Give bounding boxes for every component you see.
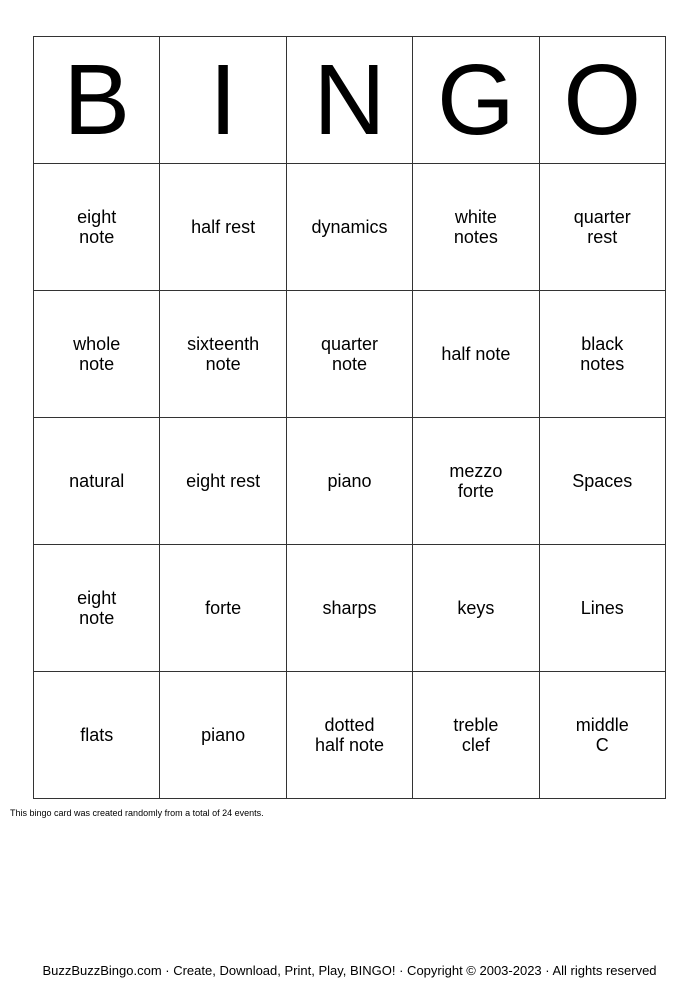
- cell-text: eight note: [77, 587, 117, 628]
- bingo-row: [34, 164, 666, 291]
- header-cell-i: [160, 37, 286, 164]
- bingo-row: [34, 672, 666, 799]
- bingo-cell: [539, 672, 665, 799]
- cell-text: sixteenth note: [187, 333, 260, 374]
- bingo-cell: [286, 545, 412, 672]
- bingo-cell: [286, 164, 412, 291]
- bingo-cell: [160, 545, 286, 672]
- bingo-cell: [413, 545, 539, 672]
- cell-text: piano: [201, 724, 246, 745]
- bingo-cell: [413, 164, 539, 291]
- cell-text: piano: [327, 470, 372, 491]
- cell-text: half note: [441, 343, 511, 364]
- cell-text: whole note: [73, 333, 121, 374]
- bingo-cell: [34, 291, 160, 418]
- bingo-card: [33, 36, 666, 799]
- cell-text: keys: [457, 597, 495, 618]
- cell-text: mezzo forte: [449, 460, 503, 501]
- bingo-cell: [539, 291, 665, 418]
- bingo-cell: [539, 164, 665, 291]
- card-generation-note: This bingo card was created randomly from a total of 24 events.: [10, 808, 264, 818]
- bingo-cell: [539, 418, 665, 545]
- header-letter: B: [63, 44, 131, 156]
- cell-text: flats: [80, 724, 114, 745]
- cell-text: Lines: [580, 597, 624, 618]
- cell-text: dotted half note: [314, 714, 384, 755]
- header-cell-n: [286, 37, 412, 164]
- bingo-cell: [286, 672, 412, 799]
- bingo-cell: [34, 545, 160, 672]
- cell-text: eight note: [77, 206, 117, 247]
- header-letter: G: [436, 44, 515, 156]
- bingo-cell: [34, 672, 160, 799]
- cell-text: Spaces: [572, 470, 633, 491]
- header-cell-g: [413, 37, 539, 164]
- page-footer: BuzzBuzzBingo.com · Create, Download, Print, Play, BINGO! · Copyright © 2003-2023 · All rights reserved: [42, 963, 657, 978]
- bingo-cell: [286, 291, 412, 418]
- cell-text: sharps: [322, 597, 377, 618]
- bingo-cell: [34, 164, 160, 291]
- cell-text: treble clef: [453, 714, 499, 755]
- bingo-cell: [160, 672, 286, 799]
- bingo-row: [34, 418, 666, 545]
- cell-text: dynamics: [311, 216, 388, 237]
- header-cell-o: [539, 37, 665, 164]
- cell-text: eight rest: [186, 470, 261, 491]
- bingo-cell: [160, 291, 286, 418]
- bingo-cell: [413, 672, 539, 799]
- cell-text: quarter note: [320, 333, 378, 374]
- cell-text: forte: [205, 597, 242, 618]
- cell-text: quarter rest: [573, 206, 631, 247]
- bingo-row: [34, 545, 666, 672]
- header-cell-b: [34, 37, 160, 164]
- bingo-cell: [160, 418, 286, 545]
- bingo-cell: [413, 418, 539, 545]
- bingo-cell: [413, 291, 539, 418]
- cell-text: white notes: [453, 206, 498, 247]
- cell-text: black notes: [580, 333, 625, 374]
- bingo-cell: [539, 545, 665, 672]
- bingo-cell: [160, 164, 286, 291]
- cell-text: half rest: [191, 216, 256, 237]
- header-letter: N: [313, 44, 386, 156]
- bingo-header-row: [34, 37, 666, 164]
- cell-text: middle C: [575, 714, 629, 755]
- bingo-row: [34, 291, 666, 418]
- bingo-cell: [286, 418, 412, 545]
- header-letter: O: [563, 44, 642, 156]
- header-letter: I: [209, 44, 237, 156]
- bingo-cell: [34, 418, 160, 545]
- cell-text: natural: [69, 470, 125, 491]
